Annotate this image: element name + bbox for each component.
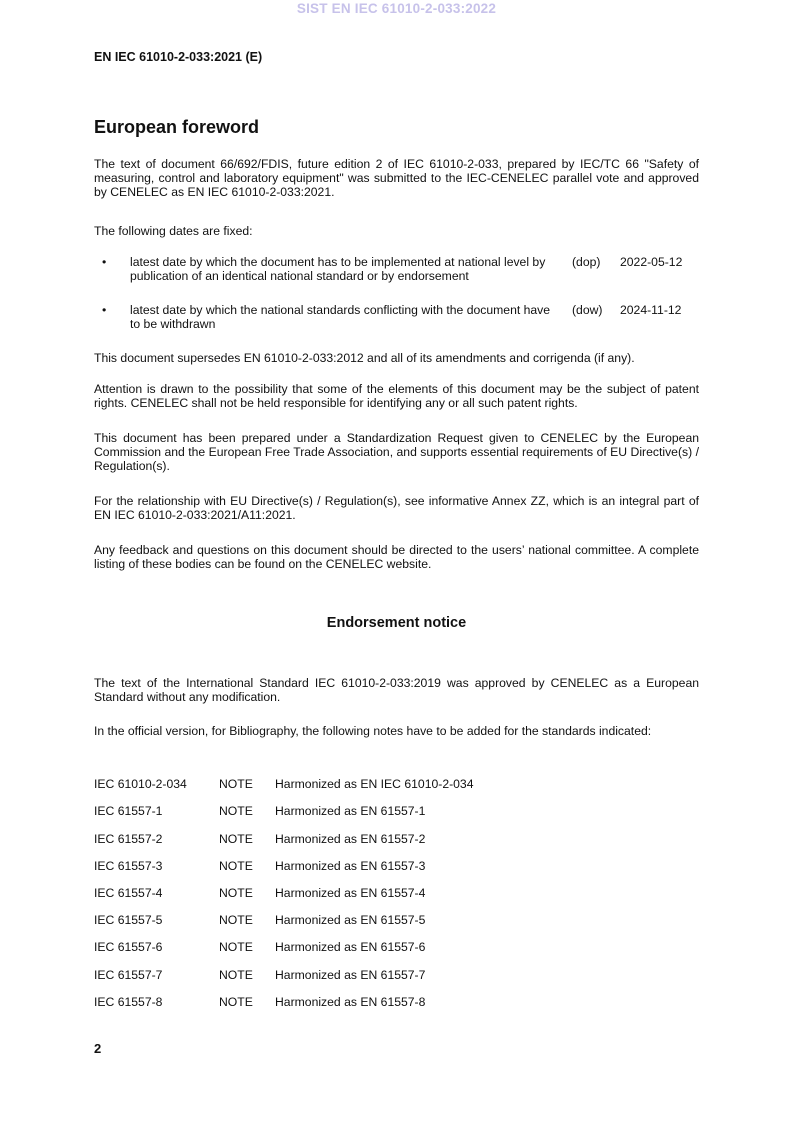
feedback-paragraph: Any feedback and questions on this document should be directed to the users’ national committee. A complete listing of these bodies can be found on the CENELEC website. [94, 543, 699, 571]
standard-reference: IEC 61010-2-034 [94, 777, 187, 791]
standard-reference: IEC 61557-2 [94, 832, 163, 846]
standard-reference: IEC 61557-7 [94, 968, 163, 982]
bullet-marker: • [102, 255, 107, 269]
note-text: Harmonized as EN 61557-3 [275, 859, 426, 873]
dates-intro: The following dates are fixed: [94, 224, 253, 238]
date-item-date: 2022-05-12 [620, 255, 683, 269]
foreword-intro: The text of document 66/692/FDIS, future edition 2 of IEC 61010-2-033, prepared by IEC/TC 66 "Safety of measuring, control and laboratory equipment" was submitted to the IEC-CENELEC parallel vote and approved by CENELEC as EN IEC 61010-2-033:2021. [94, 157, 699, 199]
note-label: NOTE [219, 913, 253, 927]
standard-reference: IEC 61557-1 [94, 804, 163, 818]
supersedes-paragraph: This document supersedes EN 61010-2-033:2012 and all of its amendments and corrigenda (if any). [94, 351, 635, 365]
note-label: NOTE [219, 886, 253, 900]
standard-reference: IEC 61557-4 [94, 886, 163, 900]
note-text: Harmonized as EN IEC 61010-2-034 [275, 777, 474, 791]
standard-reference: IEC 61557-5 [94, 913, 163, 927]
note-label: NOTE [219, 804, 253, 818]
notes-intro: In the official version, for Bibliography, the following notes have to be added for the standards indicated: [94, 724, 652, 738]
endorsement-intro: The text of the International Standard IEC 61010-2-033:2019 was approved by CENELEC as a European Standard without any modification. [94, 676, 699, 704]
note-label: NOTE [219, 968, 253, 982]
note-text: Harmonized as EN 61557-6 [275, 940, 426, 954]
standard-reference: IEC 61557-6 [94, 940, 163, 954]
bullet-marker: • [102, 303, 107, 317]
note-text: Harmonized as EN 61557-2 [275, 832, 426, 846]
note-label: NOTE [219, 832, 253, 846]
endorsement-heading: Endorsement notice [326, 615, 467, 631]
date-item-code: (dow) [572, 303, 603, 317]
note-text: Harmonized as EN 61557-5 [275, 913, 426, 927]
page-number: 2 [94, 1041, 102, 1056]
patent-paragraph: Attention is drawn to the possibility that some of the elements of this document may be the subject of patent rights. CENELEC shall not be held responsible for identifying any or all such patent rights. [94, 382, 699, 410]
document-identifier: EN IEC 61010-2-033:2021 (E) [94, 50, 263, 64]
date-item-date: 2024-11-12 [620, 303, 682, 317]
watermark: SIST EN IEC 61010-2-033:2022 [296, 1, 497, 16]
foreword-heading: European foreword [94, 117, 260, 137]
note-text: Harmonized as EN 61557-4 [275, 886, 426, 900]
note-text: Harmonized as EN 61557-7 [275, 968, 426, 982]
note-label: NOTE [219, 859, 253, 873]
note-text: Harmonized as EN 61557-1 [275, 804, 426, 818]
date-item-code: (dop) [572, 255, 601, 269]
note-label: NOTE [219, 940, 253, 954]
mandate-paragraph: This document has been prepared under a Standardization Request given to CENELEC by the European Commission and the European Free Trade Association, and supports essential requirements of EU Directive(s) / Regulation(s). [94, 431, 699, 473]
standard-reference: IEC 61557-3 [94, 859, 163, 873]
date-item-text: latest date by which the document has to be implemented at national level by publication of an identical national standard or by endorsement [130, 255, 546, 283]
annex-paragraph: For the relationship with EU Directive(s) / Regulation(s), see informative Annex ZZ, which is an integral part of EN IEC 61010-2-033:2021/A11:2021. [94, 494, 699, 522]
standard-reference: IEC 61557-8 [94, 995, 163, 1009]
date-item-text: latest date by which the national standards conflicting with the document have to be withdrawn [130, 303, 551, 331]
note-label: NOTE [219, 995, 253, 1009]
note-label: NOTE [219, 777, 253, 791]
note-text: Harmonized as EN 61557-8 [275, 995, 426, 1009]
